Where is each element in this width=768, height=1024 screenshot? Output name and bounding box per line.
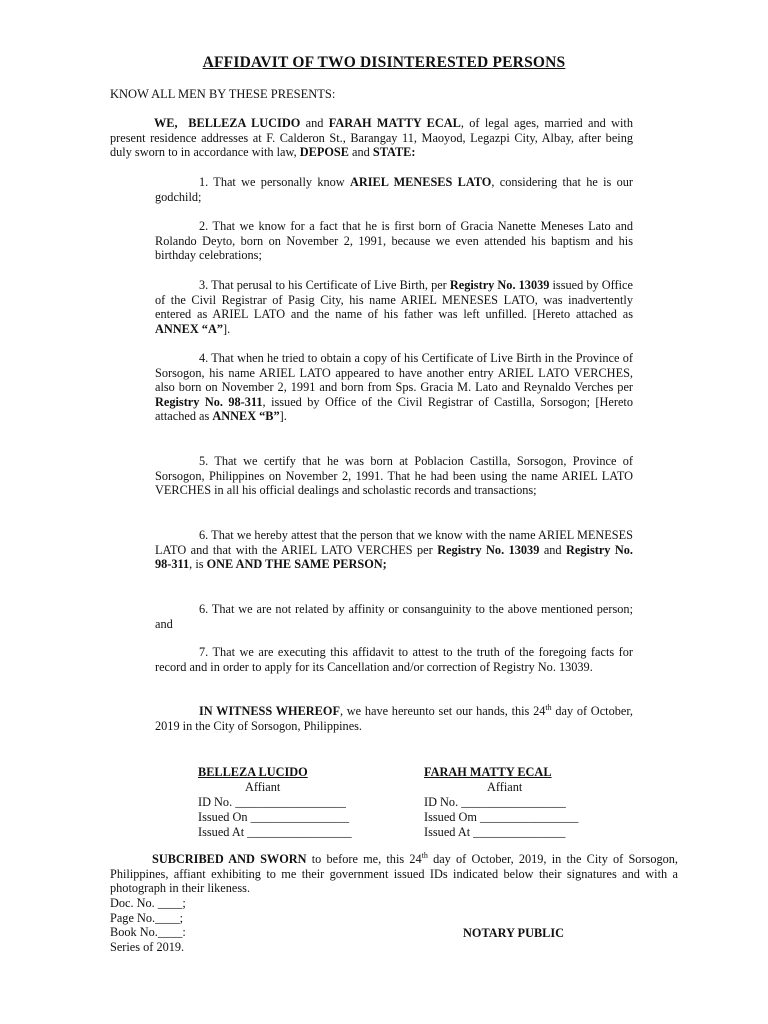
item-paragraph-8: 7. That we are executing this affidavit to attest to the truth of the foregoing facts for record and in order to apply for its Cancellation and/or correction of Registry No. 13039. bbox=[155, 645, 633, 674]
item-paragraph-1: 1. That we personally know ARIEL MENESES LATO, considering that he is our godchild; bbox=[155, 175, 634, 204]
signatory-role: Affiant bbox=[487, 780, 523, 794]
book-number: Book No.____: bbox=[110, 925, 186, 940]
affiant-name-1: BELLEZA LUCIDO bbox=[188, 116, 301, 130]
signatory-name: BELLEZA LUCIDO bbox=[198, 765, 308, 779]
issued-on-line: Issued On ________________ bbox=[198, 810, 349, 824]
item-paragraph-5: 5. That we certify that he was born at Poblacion Castilla, Sorsogon, Province of Sorsogon, Philippines on November 2, 1991. That he had been using the name ARIEL LATO VERCHES in all his official dealings and scholastic records and transactions; bbox=[155, 454, 633, 498]
know-all-heading: KNOW ALL MEN BY THESE PRESENTS: bbox=[110, 87, 336, 101]
issued-at-line: Issued At _______________ bbox=[424, 825, 566, 839]
page-number: Page No.____; bbox=[110, 910, 184, 925]
signature-block-2 bbox=[424, 765, 578, 840]
item-paragraph-7: 6. That we are not related by affinity or consanguinity to the above mentioned person; and bbox=[155, 602, 633, 631]
issued-at-line: Issued At _________________ bbox=[198, 825, 352, 839]
id-number-line: ID No. _________________ bbox=[424, 795, 566, 809]
item-paragraph-6: 6. That we hereby attest that the person that we know with the name ARIEL MENESES LATO and that with the ARIEL LATO VERCHES per Registry No. 13039 and Registry No. 98-311, is ONE AND THE SAME PERSON; bbox=[155, 528, 634, 572]
item-paragraph-4: 4. That when he tried to obtain a copy of his Certificate of Live Birth in the Province of Sorsogon, his name ARIEL LATO appeared to have another entry ARIEL LATO VERCHES, also born on November 2, 1991 and born from Sps. Gracia M. Lato and Reynaldo Verches per Registry No. 98-311, issued by Office of the Civil Registrar of Castilla, Sorsogon; [Hereto attached as ANNEX “B”]. bbox=[155, 351, 633, 424]
signatory-role: Affiant bbox=[245, 780, 281, 794]
signatory-name: FARAH MATTY ECAL bbox=[424, 765, 552, 779]
witness-paragraph: IN WITNESS WHEREOF, we have hereunto set our hands, this 24th day of October, 2019 in the City of Sorsogon, Philippines. bbox=[155, 702, 633, 733]
subscribed-paragraph: SUBCRIBED AND SWORN to before me, this 24th day of October, 2019, in the City of Sorsogon, Philippines, affiant exhibiting to me their government issued IDs indicated below their signatures and with a photograph in their likeness. bbox=[110, 850, 679, 896]
signature-block-1 bbox=[198, 765, 352, 840]
item-paragraph-2: 2. That we know for a fact that he is first born of Gracia Nanette Meneses Lato and Rolando Deyto, born on November 2, 1991, because we even attended his baptism and his birthday celebrations; bbox=[155, 219, 633, 263]
document-title: AFFIDAVIT OF TWO DISINTERESTED PERSONS bbox=[202, 54, 566, 71]
id-number-line: ID No. __________________ bbox=[198, 795, 346, 809]
item-paragraph-3: 3. That perusal to his Certificate of Live Birth, per Registry No. 13039 issued by Office of the Civil Registrar of Pasig City, his name ARIEL MENESES LATO, was inadvertently entered as ARIEL LATO and the name of his father was left unfilled. [Hereto attached as ANNEX “A”]. bbox=[155, 278, 633, 336]
issued-on-line: Issued Om ________________ bbox=[424, 810, 579, 824]
intro-paragraph: WE, BELLEZA LUCIDO and FARAH MATTY ECAL, of legal ages, married and with present residence addresses at F. Calderon St., Barangay 11, Maoyod, Legazpi City, Albay, after being duly sworn to in accordance with law, DEPOSE and STATE: bbox=[110, 116, 633, 160]
notary-public-label: NOTARY PUBLIC bbox=[463, 926, 565, 940]
series-year: Series of 2019. bbox=[110, 939, 185, 954]
affiant-name-2: FARAH MATTY ECAL bbox=[328, 116, 461, 130]
notarial-register bbox=[110, 896, 186, 954]
doc-number: Doc. No. ____; bbox=[110, 896, 186, 910]
